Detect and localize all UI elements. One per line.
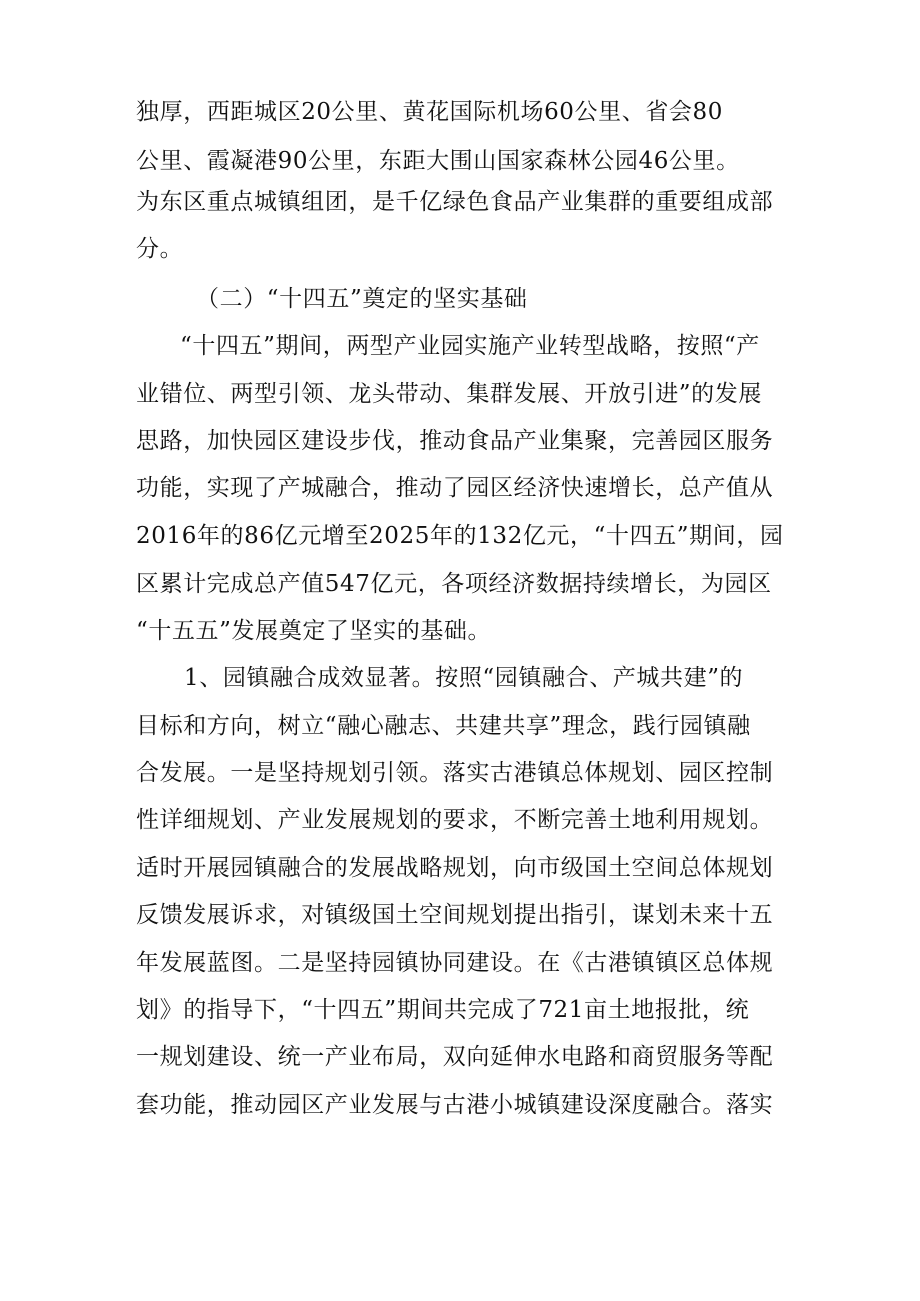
text-line: 独厚，西距城区20公里、黄花国际机场60公里、省会80 <box>136 99 723 125</box>
text-line: 业错位、两型引领、龙头带动、集群发展、开放引进”的发展 <box>136 381 762 407</box>
text-line: “十四五”期间，两型产业园实施产业转型战略，按照“产 <box>180 333 760 359</box>
text-line: “十五五”发展奠定了坚实的基础。 <box>136 618 492 644</box>
text-line: 思路，加快园区建设步伐，推动食品产业集聚，完善园区服务 <box>136 428 774 454</box>
text-line: 1、园镇融合成效显著。按照“园镇融合、产城共建”的 <box>184 665 744 691</box>
section-heading: （二）“十四五”奠定的坚实基础 <box>196 286 528 312</box>
text-line: 目标和方向，树立“融心融志、共建共享”理念，践行园镇融 <box>136 713 751 739</box>
text-line: 区累计完成总产值547亿元，各项经济数据持续增长，为园区 <box>136 571 772 597</box>
text-line: 年发展蓝图。二是坚持园镇协同建设。在《古港镇镇区总体规 <box>136 950 774 976</box>
text-line: 适时开展园镇融合的发展战略规划，向市级国土空间总体规划 <box>136 855 774 881</box>
text-line: 为东区重点城镇组团，是千亿绿色食品产业集群的重要组成部 <box>136 189 774 215</box>
text-line: 分。 <box>136 236 184 262</box>
text-line: 套功能，推动园区产业发展与古港小城镇建设深度融合。落实 <box>136 1092 774 1118</box>
text-line: 一规划建设、统一产业布局，双向延伸水电路和商贸服务等配 <box>136 1044 774 1070</box>
text-line: 划》的指导下，“十四五”期间共完成了721亩土地报批，统 <box>136 997 750 1023</box>
text-line: 合发展。一是坚持规划引领。落实古港镇总体规划、园区控制 <box>136 760 774 786</box>
text-line: 反馈发展诉求，对镇级国土空间规划提出指引，谋划未来十五 <box>136 902 774 928</box>
text-line: 公里、霞凝港90公里，东距大围山国家森林公园46公里。 <box>136 148 740 174</box>
text-line: 2016年的86亿元增至2025年的132亿元，“十四五”期间，园 <box>136 523 784 549</box>
text-line: 功能，实现了产城融合，推动了园区经济快速增长，总产值从 <box>136 475 774 501</box>
text-line: 性详细规划、产业发展规划的要求，不断完善土地利用规划。 <box>136 807 774 833</box>
